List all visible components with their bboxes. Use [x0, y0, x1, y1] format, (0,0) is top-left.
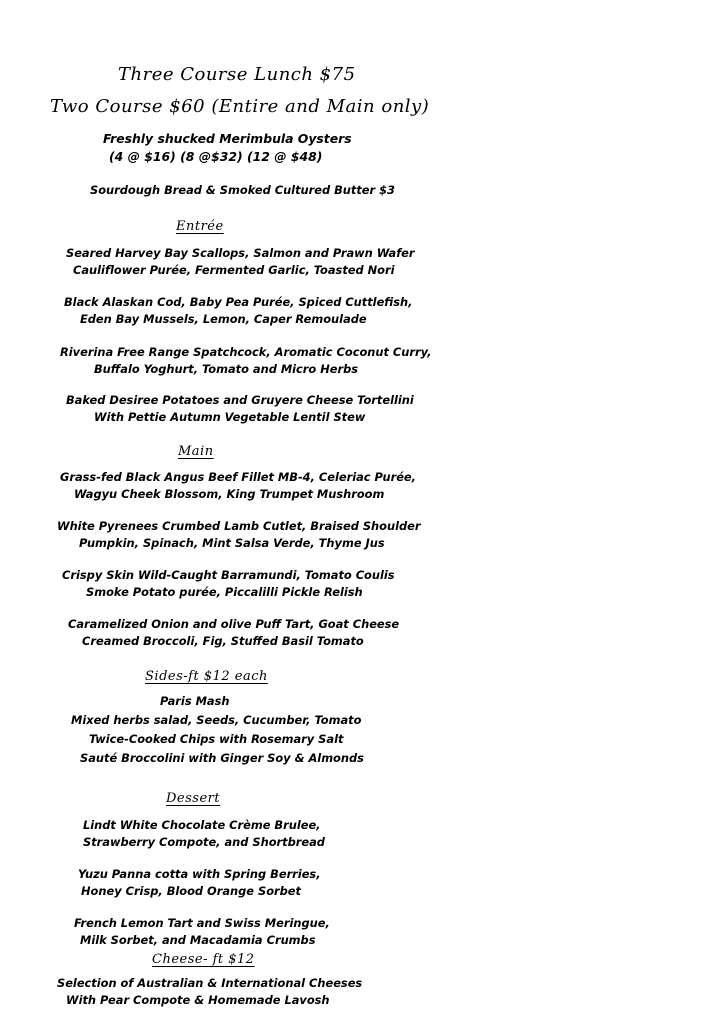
sides-heading: Sides-ft $12 each — [145, 669, 268, 684]
main-item-4-line-2: Creamed Broccoli, Fig, Stuffed Basil Tomato — [82, 634, 364, 648]
main-item-1-line-2: Wagyu Cheek Blossom, King Trumpet Mushroom — [74, 487, 385, 501]
entree-item-1-line-1: Seared Harvey Bay Scallops, Salmon and Prawn Wafer — [66, 246, 415, 260]
oysters-title: Freshly shucked Merimbula Oysters — [103, 131, 352, 146]
dessert-item-2-line-1: Yuzu Panna cotta with Spring Berries, — [78, 867, 321, 881]
dessert-item-3-line-1: French Lemon Tart and Swiss Meringue, — [74, 916, 330, 930]
entree-item-1-line-2: Cauliflower Purée, Fermented Garlic, Toasted Nori — [73, 263, 395, 277]
entree-heading: Entrée — [176, 219, 224, 234]
cheese-item-1-line-1: Selection of Australian & International Cheeses — [57, 976, 363, 990]
entree-item-3-line-2: Buffalo Yoghurt, Tomato and Micro Herbs — [94, 362, 359, 376]
main-heading: Main — [178, 444, 214, 459]
two-course-lunch-title: Two Course $60 (Entire and Main only) — [50, 96, 430, 117]
main-item-2-line-1: White Pyrenees Crumbed Lamb Cutlet, Braised Shoulder — [57, 519, 421, 533]
entree-item-4-line-1: Baked Desiree Potatoes and Gruyere Cheese Tortellini — [66, 393, 414, 407]
entree-item-4-line-2: With Pettie Autumn Vegetable Lentil Stew — [94, 410, 366, 424]
main-item-1-line-1: Grass-fed Black Angus Beef Fillet MB-4, Celeriac Purée, — [60, 470, 416, 484]
three-course-lunch-title: Three Course Lunch $75 — [118, 64, 356, 85]
dessert-item-1-line-2: Strawberry Compote, and Shortbread — [83, 835, 325, 849]
entree-item-2-line-1: Black Alaskan Cod, Baby Pea Purée, Spiced Cuttlefish, — [64, 295, 413, 309]
oysters-prices: (4 @ $16) (8 @$32) (12 @ $48) — [109, 149, 323, 164]
entree-item-2-line-2: Eden Bay Mussels, Lemon, Caper Remoulade — [80, 312, 367, 326]
bread-item: Sourdough Bread & Smoked Cultured Butter $3 — [90, 183, 395, 197]
main-item-4-line-1: Caramelized Onion and olive Puff Tart, Goat Cheese — [68, 617, 400, 631]
sides-item-3: Twice-Cooked Chips with Rosemary Salt — [89, 732, 344, 746]
sides-item-2: Mixed herbs salad, Seeds, Cucumber, Tomato — [71, 713, 362, 727]
entree-item-3-line-1: Riverina Free Range Spatchcock, Aromatic Coconut Curry, — [60, 345, 432, 359]
cheese-heading: Cheese- ft $12 — [152, 952, 255, 967]
main-item-2-line-2: Pumpkin, Spinach, Mint Salsa Verde, Thyme Jus — [79, 536, 385, 550]
dessert-item-1-line-1: Lindt White Chocolate Crème Brulee, — [83, 818, 321, 832]
cheese-item-1-line-2: With Pear Compote & Homemade Lavosh — [66, 993, 330, 1007]
dessert-item-3-line-2: Milk Sorbet, and Macadamia Crumbs — [80, 933, 316, 947]
main-item-3-line-1: Crispy Skin Wild-Caught Barramundi, Tomato Coulis — [62, 568, 395, 582]
sides-item-4: Sauté Broccolini with Ginger Soy & Almonds — [80, 751, 364, 765]
dessert-item-2-line-2: Honey Crisp, Blood Orange Sorbet — [81, 884, 301, 898]
main-item-3-line-2: Smoke Potato purée, Piccalilli Pickle Relish — [86, 585, 363, 599]
sides-item-1: Paris Mash — [160, 694, 230, 708]
dessert-heading: Dessert — [166, 791, 221, 806]
